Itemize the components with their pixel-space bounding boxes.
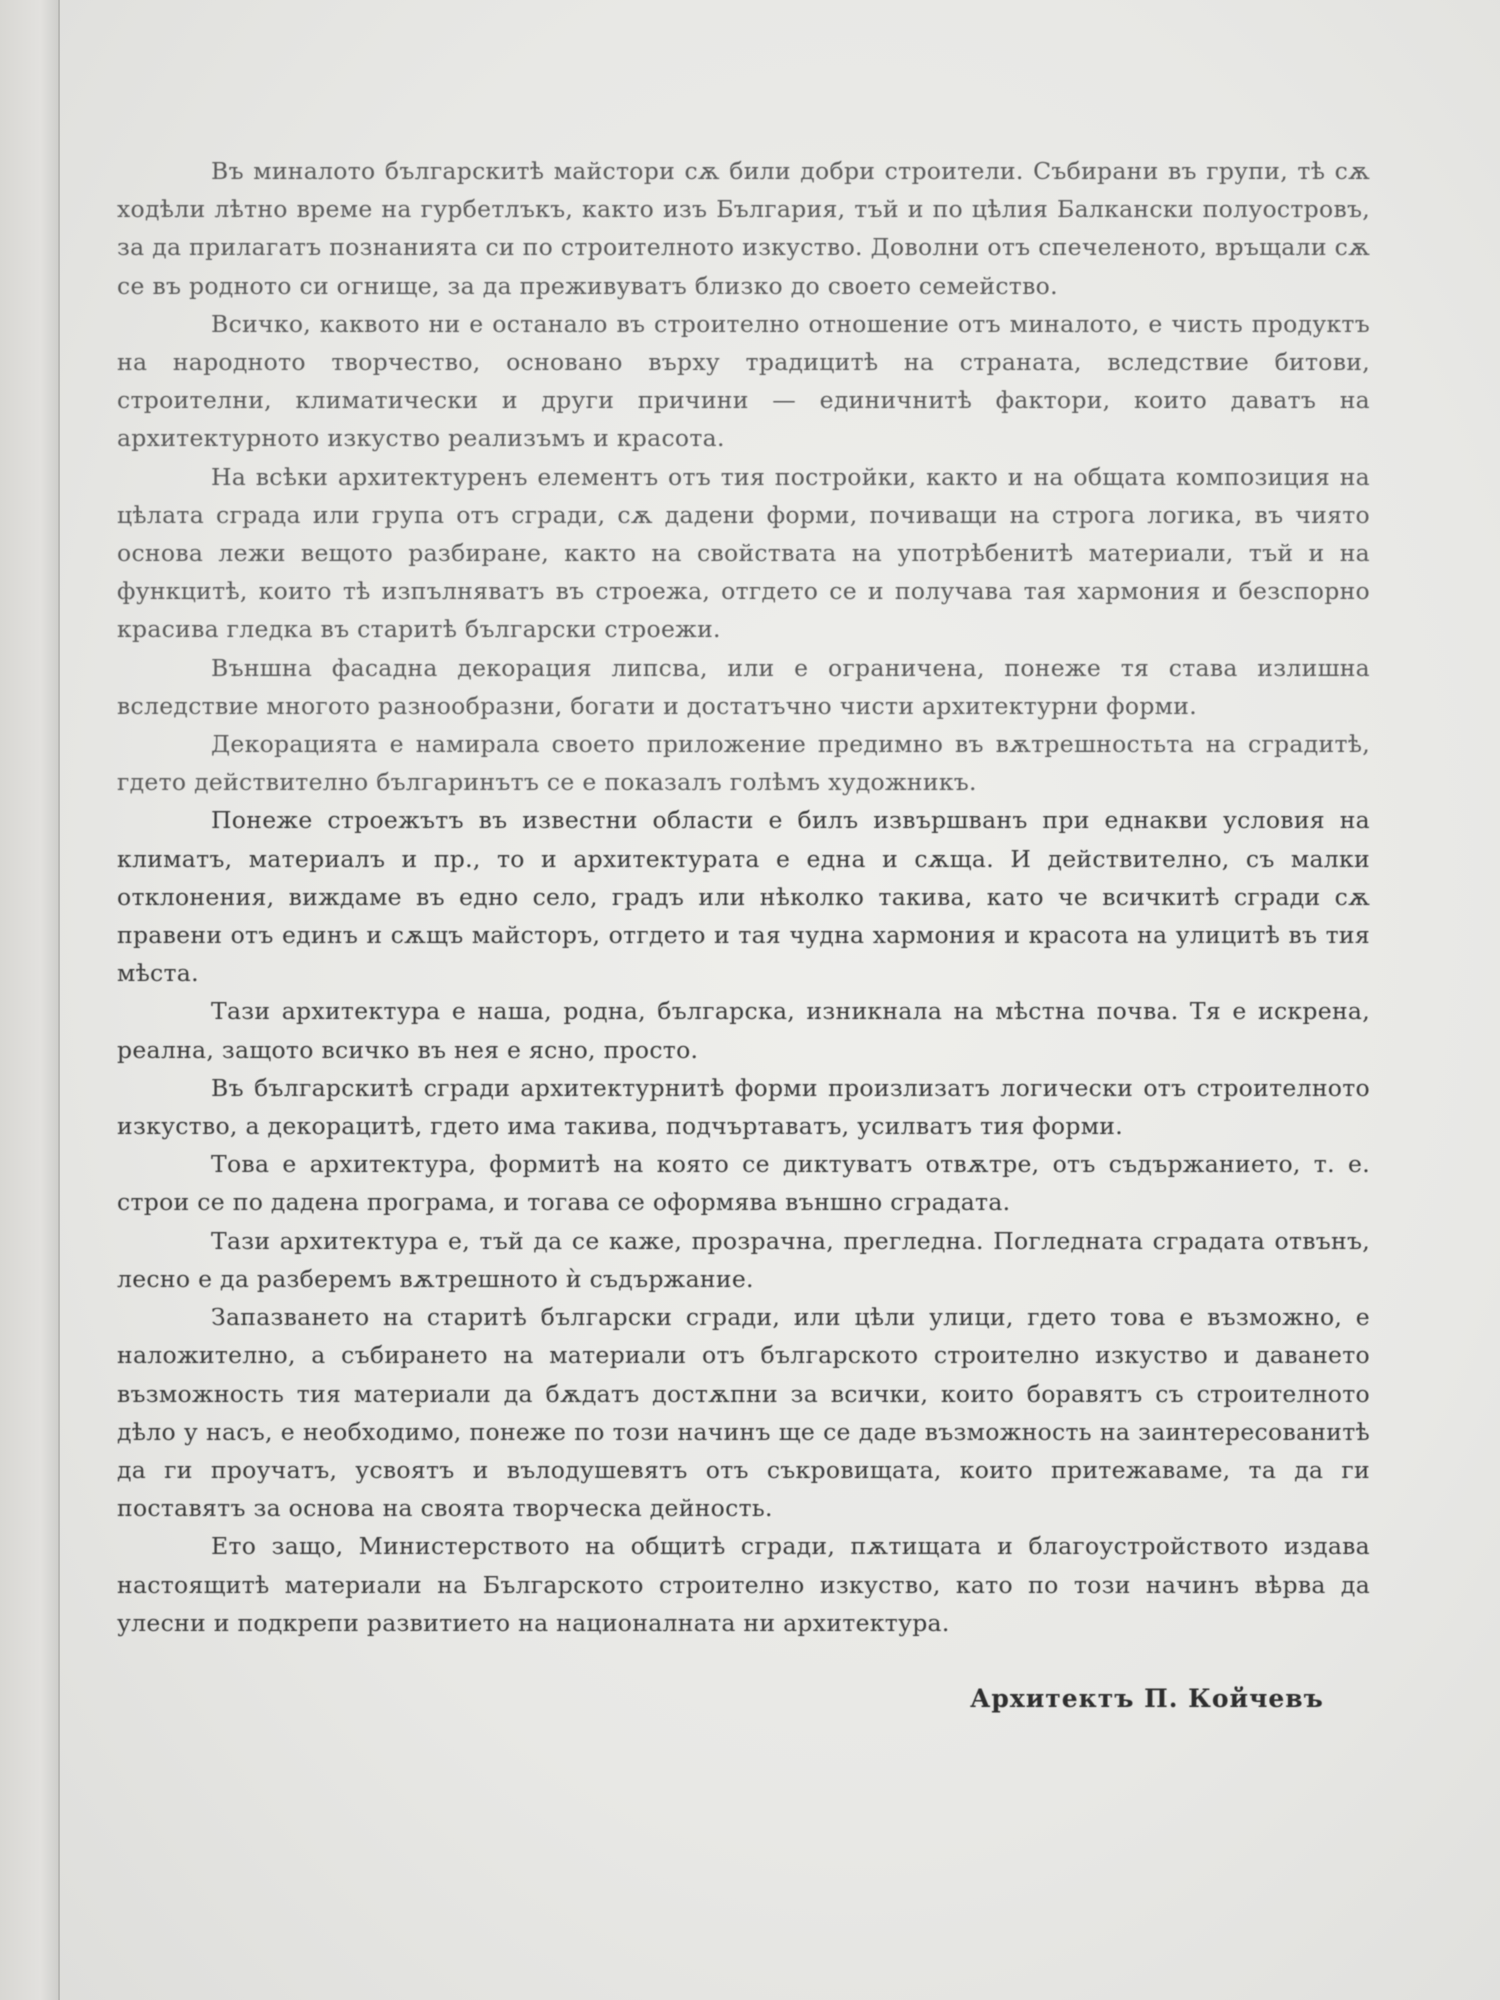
author-signature: Архитектъ П. Койчевъ [970, 1684, 1324, 1713]
book-spine-margin [0, 0, 60, 2000]
paragraph-7: Тази архитектура е наша, родна, българска, изникнала на мѣстна почва. Тя е искрена, реална, защото всичко въ нея е ясно, просто. [117, 997, 1370, 1064]
paragraph-6: Понеже строежътъ въ известни области е билъ извършванъ при еднакви условия на климатъ, материалъ и пр., то и архитектурата е една и сѫща. И действително, съ малки отклонения, виждаме въ едно село, градъ или нѣколко такива, като че всичкитѣ сгради сѫ правени отъ единъ и сѫщъ майсторъ, отгдето и тая чудна хармония и красота на улицитѣ въ тия мѣста. [117, 806, 1370, 988]
paragraph-4: Външна фасадна декорация липсва, или е ограничена, понеже тя става излишна вследствие многото разнообразни, богати и достатъчно чисти архитектурни форми. [117, 653, 1370, 720]
paragraph-1: Въ миналото българскитѣ майстори сѫ били добри строители. Събирани въ групи, тѣ сѫ ходѣли лѣтно време на гурбетлъкъ, както изъ България, тъй и по цѣлия Балкански полуостровъ, за да прилагатъ познанията си по строителното изкуство. Доволни отъ спечеленото, връщали сѫ се въ родното си огнище, за да преживуватъ близко до своето семейство. [117, 157, 1370, 300]
paragraph-11: Запазването на старитѣ български сгради, или цѣли улици, гдето това е възможно, е наложително, а събирането на материали отъ българското строително изкуство и даването възможность тия материали да бѫдатъ достѫпни за всички, които боравятъ съ строителното дѣло у насъ, е необходимо, понеже по този начинъ ще се даде възможность на заинтересованитѣ да ги проучатъ, усвоятъ и вълодушевятъ отъ съкровищата, които притежаваме, та да ги поставятъ за основа на своята творческа дейность. [117, 1303, 1370, 1523]
paragraph-3: На всѣки архитектуренъ елементъ отъ тия постройки, както и на общата композиция на цѣлата сграда или група отъ сгради, сѫ дадени форми, почиващи на строга логика, въ чиято основа лежи вещото разбиране, както на свойствата на употрѣбенитѣ материали, тъй и на функцитѣ, които тѣ изпълняватъ въ строежа, отгдето се и получава тая хармония и безспорно красива гледка въ старитѣ български строежи. [117, 462, 1370, 644]
paragraph-10: Тази архитектура е, тъй да се каже, прозрачна, прегледна. Погледната сградата отвънъ, лесно е да разберемъ вѫтрешното ѝ съдържание. [117, 1226, 1370, 1293]
paragraph-8: Въ българскитѣ сгради архитектурнитѣ форми произлизатъ логически отъ строителното изкуство, а декорацитѣ, гдето има такива, подчъртаватъ, усилватъ тия форми. [117, 1073, 1370, 1141]
body-text [117, 152, 1370, 1642]
paragraph-2: Всичко, каквото ни е останало въ строително отношение отъ миналото, е чисть продуктъ на народното творчество, основано върху традицитѣ на страната, вследствие битови, строителни, климатически и други причини — единичнитѣ фактори, които даватъ на архитектурното изкуство реализъмъ и красота. [117, 309, 1370, 453]
paragraph-9: Това е архитектура, формитѣ на която се диктуватъ отвѫтре, отъ съдържанието, т. е. строи се по дадена програма, и тогава се оформява външно сградата. [117, 1150, 1370, 1217]
paragraph-5: Декорацията е намирала своето приложение предимно въ вѫтрешностьта на сградитѣ, гдето действително българинътъ се е показалъ голѣмъ художникъ. [117, 730, 1370, 797]
paragraph-12: Ето защо, Министерството на общитѣ сгради, пѫтищата и благоустройството издава настоящитѣ материали на Българското строително изкуство, като по този начинъ вѣрва да улесни и подкрепи развитието на националната ни архитектура. [117, 1532, 1370, 1637]
